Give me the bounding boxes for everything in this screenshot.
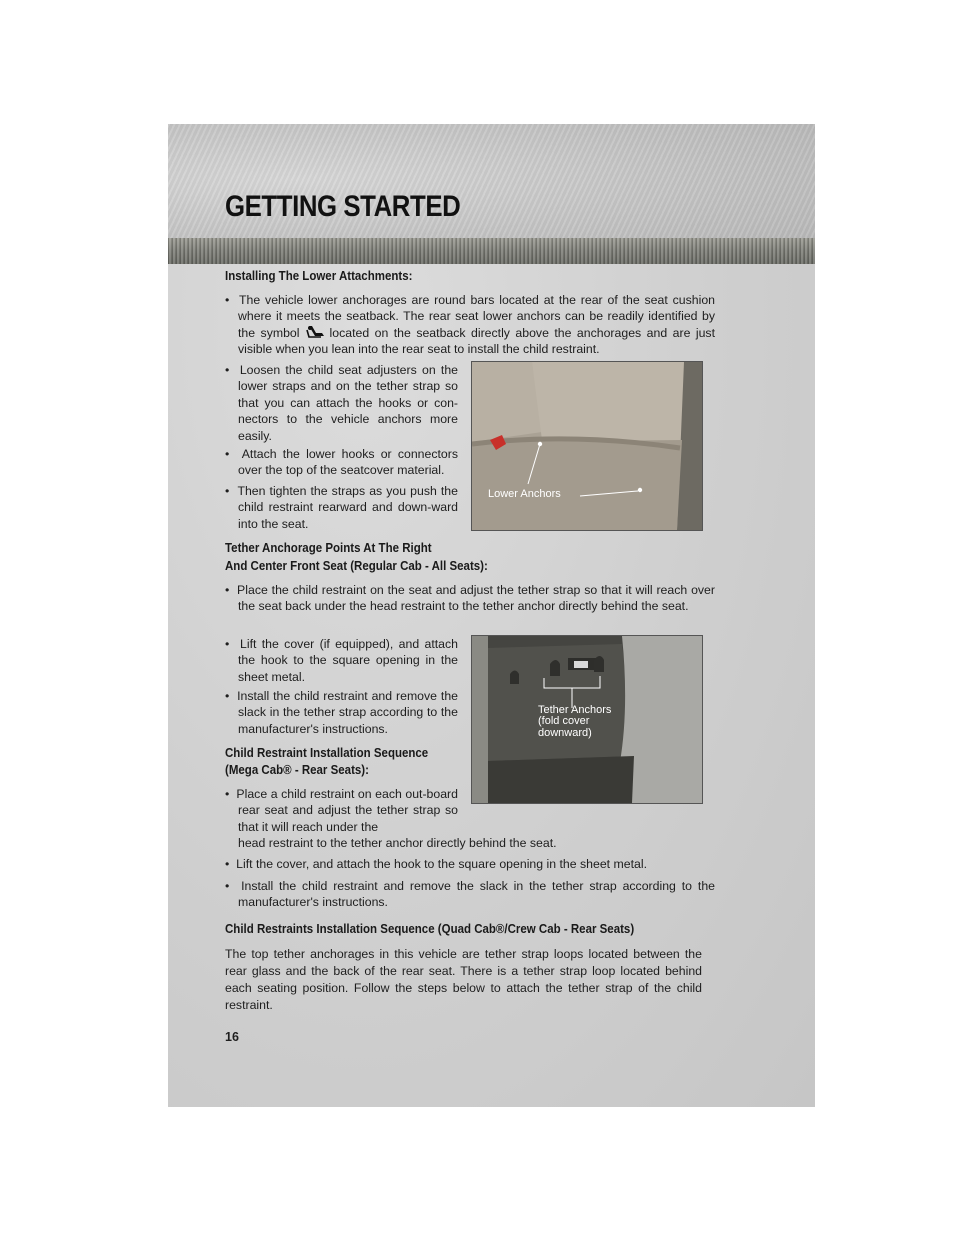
bullet-mega-3: • Install the child restraint and remove the slack in the tether strap according to the manufacturer's instructions.: [225, 878, 715, 911]
bullet-lower-4: • Then tighten the straps as you push the child restraint rearward and down-ward into the seat.: [225, 483, 458, 532]
bullet-mega-1-continued: head restraint to the tether anchor directly behind the seat.: [238, 836, 557, 850]
header-texture-band: [168, 238, 815, 264]
bullet-tether-front-1: • Place the child restraint on the seat and adjust the tether strap so that it will reach over the seat back under the head restraint to the tether anchor directly behind the seat.: [225, 582, 715, 615]
heading-lower-attachments: Installing The Lower Attachments:: [225, 269, 413, 283]
bullet-tether-front-3: • Install the child restraint and remove the slack in the tether strap according to the manufacturer's instructions.: [225, 688, 458, 737]
bullet-lower-1-text-b: located on the seatback directly above the anchorages and are just visible when you lean into the rear seat to install the child restraint.: [238, 325, 716, 357]
heading-quad: Child Restraints Installation Sequence (Quad Cab®/Crew Cab - Rear Seats): [225, 922, 635, 936]
bullet-lower-3: • Attach the lower hooks or connectors over the top of the seatcover material.: [225, 446, 458, 479]
photo-label-lower-anchors: Lower Anchors: [488, 488, 561, 500]
bullet-lower-1: [225, 292, 715, 358]
photo-label-tether-1: Tether Anchors: [538, 704, 612, 716]
bullet-mega-2: • Lift the cover, and attach the hook to the square opening in the sheet metal.: [225, 856, 715, 872]
section-title: GETTING STARTED: [225, 190, 461, 223]
photo-label-tether-3: downward): [538, 727, 592, 739]
seat-illustration: [472, 362, 702, 530]
page-number: 16: [225, 1030, 239, 1044]
bullet-lower-1-text-a: The vehicle lower anchorages are round bars located at the rear of the seat cushion where it meets the seatback. The rear seat lower anchors can be readily identified by the symbol: [238, 293, 715, 340]
heading-mega-1: Child Restraint Installation Sequence: [225, 746, 429, 760]
page-header: [168, 124, 815, 264]
photo-label-tether-2: (fold cover: [538, 715, 590, 727]
child-seat-anchor-icon: [304, 325, 326, 339]
paragraph-quad: The top tether anchorages in this vehicle are tether strap loops located between the rear glass and the back of the rear seat. There is a tether strap loop located behind each seating position. Follow the steps below to attach the tether strap of the child restraint.: [225, 947, 702, 1012]
bullet-lower-2: • Loosen the child seat adjusters on the lower straps and on the tether strap so that you can attach the hooks or con-nectors to the vehicle anchors more easily.: [225, 362, 458, 444]
heading-mega-2: (Mega Cab® - Rear Seats):: [225, 763, 369, 777]
manual-page: [168, 124, 815, 1107]
heading-tether-front-1: Tether Anchorage Points At The Right: [225, 541, 432, 555]
photo-lower-anchors: [471, 361, 703, 531]
bullet-mega-1: • Place a child restraint on each out-board rear seat and adjust the tether strap so that it will reach under the: [225, 786, 458, 835]
photo-tether-anchors: [471, 635, 703, 804]
bullet-tether-front-2: • Lift the cover (if equipped), and attach the hook to the square opening in the sheet metal.: [225, 636, 458, 685]
heading-tether-front-2: And Center Front Seat (Regular Cab - All Seats):: [225, 559, 488, 573]
